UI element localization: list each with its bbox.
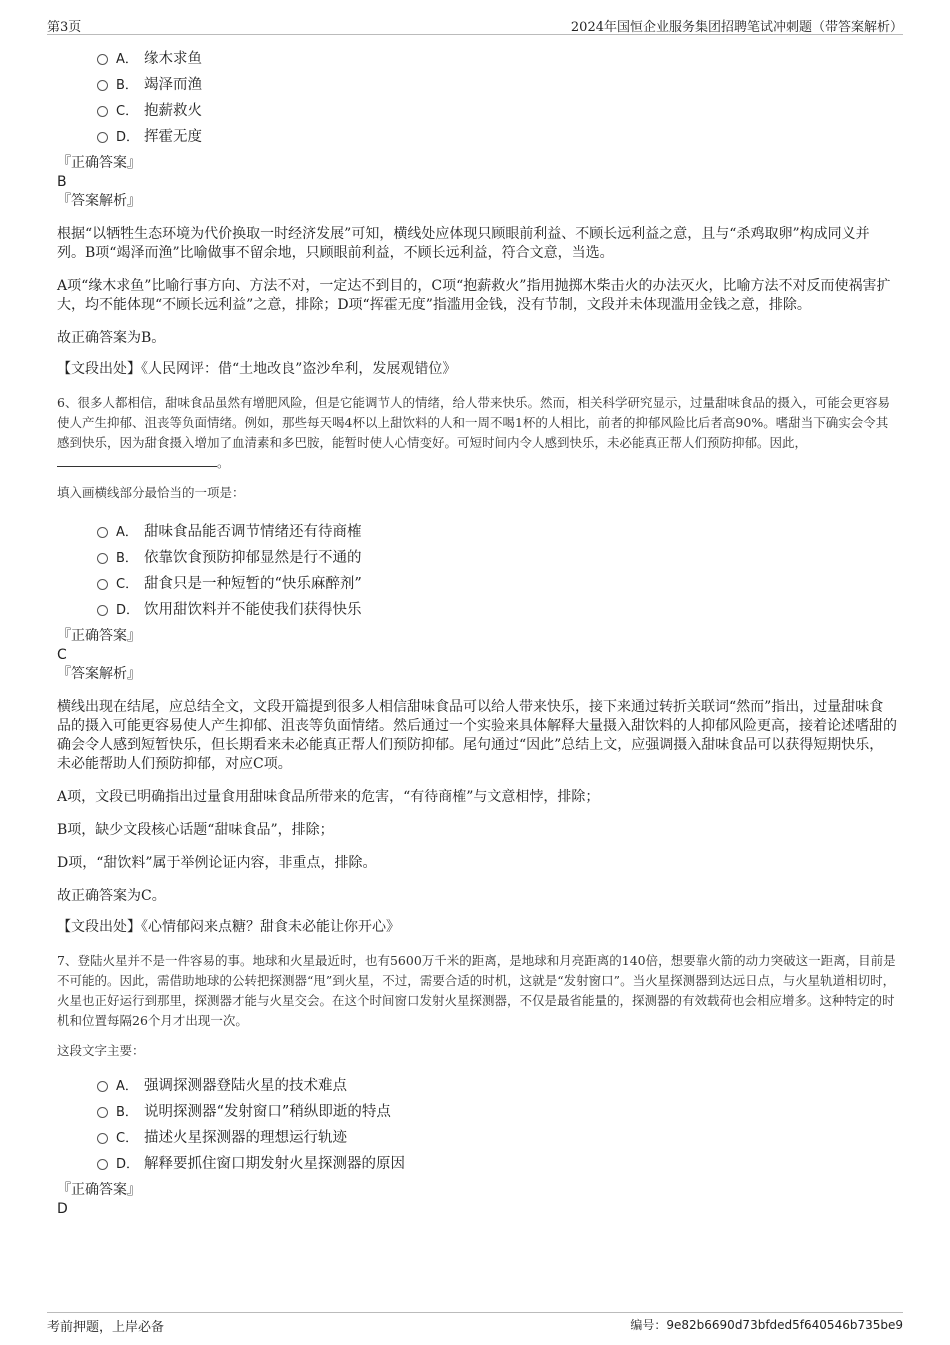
correct-answer-label: 『正确答案』 [57,155,141,171]
q7-prompt: 这段文字主要： [57,1043,145,1058]
q5-answer: B [57,174,67,190]
fill-blank [57,454,217,467]
q6-analysis-4: D项，“甜饮料”属于举例论证内容，非重点，排除。 [57,855,377,871]
radio-icon[interactable] [97,553,108,564]
q6-analysis-2: A项，文段已明确指出过量食用甜味食品所带来的危害，“有待商榷”与文意相悖，排除； [57,789,600,805]
q7-option-b[interactable]: B． 说明探测器“发射窗口”稍纵即逝的特点 [97,1097,897,1123]
analysis-label: 『答案解析』 [57,666,141,682]
radio-icon[interactable] [97,1133,108,1144]
q6-analysis-1: 横线出现在结尾，应总结全文，文段开篇提到很多人相信甜味食品可以给人带来快乐，接下来通过转折关联词“然而”指出，过量甜味食品的摄入可能更容易使人产生抑郁、沮丧等负面情绪。然后通过一个实验来具体解释大量摄入甜饮料的人抑郁风险更高，接着论述嗜甜的确会令人感到短暂快乐，但长期看来未必能真正帮人们预防抑郁。尾句通过“因此”总结上文，应强调摄入甜味食品可以获得短期快乐，未必能帮助人们预防抑郁，对应C项。 [57,699,897,772]
radio-icon[interactable] [97,527,108,538]
q7-stem: 7、登陆火星并不是一件容易的事。地球和火星最近时，也有5600万千米的距离，是地球和月亮距离的140倍，想要靠火箭的动力突破这一距离，目前是不可能的。因此，需借助地球的公转把探测器“甩”到火星，不过，需要合适的时机，这就是“发射窗口”。当火星探测器到达远日点，与火星轨道相切时，火星也正好运行到那里，探测器才能与火星交会。在这个时间窗口发射火星探测器，不仅是最省能量的，探测器的有效载荷也会相应增多。这种特定的时机和位置每隔26个月才出现一次。 [57,953,896,1028]
q7-option-c[interactable]: C． 描述火星探测器的理想运行轨迹 [97,1123,897,1149]
q6-option-a[interactable]: A． 甜味食品能否调节情绪还有待商榷 [97,517,897,543]
q5-analysis-2: A项“缘木求鱼”比喻行事方向、方法不对，一定达不到目的，C项“抱薪救火”指用抛掷木柴击火的办法灭火，比喻方法不对反而使祸害扩大，均不能体现“不顾长远利益”之意，排除；D项“挥霍无度”指滥用金钱，没有节制，文段并未体现滥用金钱之意，排除。 [57,278,891,313]
q6-prompt: 填入画横线部分最恰当的一项是： [57,485,245,500]
q6-analysis-3: B项，缺少文段核心话题“甜味食品”，排除； [57,822,334,838]
q6-stem: 6、很多人都相信，甜味食品虽然有增肥风险，但是它能调节人的情绪，给人带来快乐。然而，相关科学研究显示，过量甜味食品的摄入，可能会更容易使人产生抑郁、沮丧等负面情绪。例如，那些每天喝4杯以上甜饮料的人和一周不喝1杯的人相比，前者的抑郁风险比后者高90%。嗜甜当下确实会令其感到快乐，因为甜食摄入增加了血清素和多巴胺，能暂时使人心情变好。可短时间内令人感到快乐，未必能真正帮人们预防抑郁。因此，。 [57,395,890,470]
q6-option-d[interactable]: D． 饮用甜饮料并不能使我们获得快乐 [97,595,897,621]
radio-icon[interactable] [97,132,108,143]
radio-icon[interactable] [97,106,108,117]
correct-answer-label: 『正确答案』 [57,1182,141,1198]
page-footer [47,1312,903,1335]
analysis-label: 『答案解析』 [57,193,141,209]
q7-options [97,1071,897,1175]
document-title: 2024年国恒企业服务集团招聘笔试冲刺题（带答案解析） [570,20,903,35]
q7-option-d[interactable]: D． 解释要抓住窗口期发射火星探测器的原因 [97,1149,897,1175]
q5-option-b[interactable]: B． 竭泽而渔 [97,70,897,96]
q6-source: 【文段出处】《心情郁闷来点糖？甜食未必能让你开心》 [57,919,400,935]
radio-icon[interactable] [97,54,108,65]
radio-icon[interactable] [97,1081,108,1092]
q5-option-c[interactable]: C． 抱薪救火 [97,96,897,122]
q5-options [97,44,897,148]
q5-source: 【文段出处】《人民网评：借“土地改良”盗沙牟利，发展观错位》 [57,361,457,377]
q6-option-c[interactable]: C． 甜食只是一种短暂的“快乐麻醉剂” [97,569,897,595]
page-number: 第3页 [47,20,82,35]
q6-options [97,517,897,621]
radio-icon[interactable] [97,1159,108,1170]
q5-option-d[interactable]: D． 挥霍无度 [97,122,897,148]
radio-icon[interactable] [97,605,108,616]
q7-answer: D [57,1201,68,1217]
q6-analysis-5: 故正确答案为C。 [57,888,166,904]
radio-icon[interactable] [97,1107,108,1118]
q5-analysis-1: 根据“以牺牲生态环境为代价换取一时经济发展”可知，横线处应体现只顾眼前利益、不顾长远利益之意，且与“杀鸡取卵”构成同义并列。B项“竭泽而渔”比喻做事不留余地，只顾眼前利益，不顾长远利益，符合文意，当选。 [57,226,870,261]
correct-answer-label: 『正确答案』 [57,628,141,644]
q5-option-a[interactable]: A． 缘木求鱼 [97,44,897,70]
footer-slogan: 考前押题，上岸必备 [47,1320,165,1335]
q6-answer: C [57,647,67,663]
q7-option-a[interactable]: A． 强调探测器登陆火星的技术难点 [97,1071,897,1097]
q5-analysis-3: 故正确答案为B。 [57,330,166,346]
content [57,44,897,1219]
page-header [47,14,903,35]
radio-icon[interactable] [97,579,108,590]
radio-icon[interactable] [97,80,108,91]
footer-code: 编号：9e82b6690d73bfded5f640546b735be9 [630,1318,903,1332]
q6-option-b[interactable]: B． 依靠饮食预防抑郁显然是行不通的 [97,543,897,569]
